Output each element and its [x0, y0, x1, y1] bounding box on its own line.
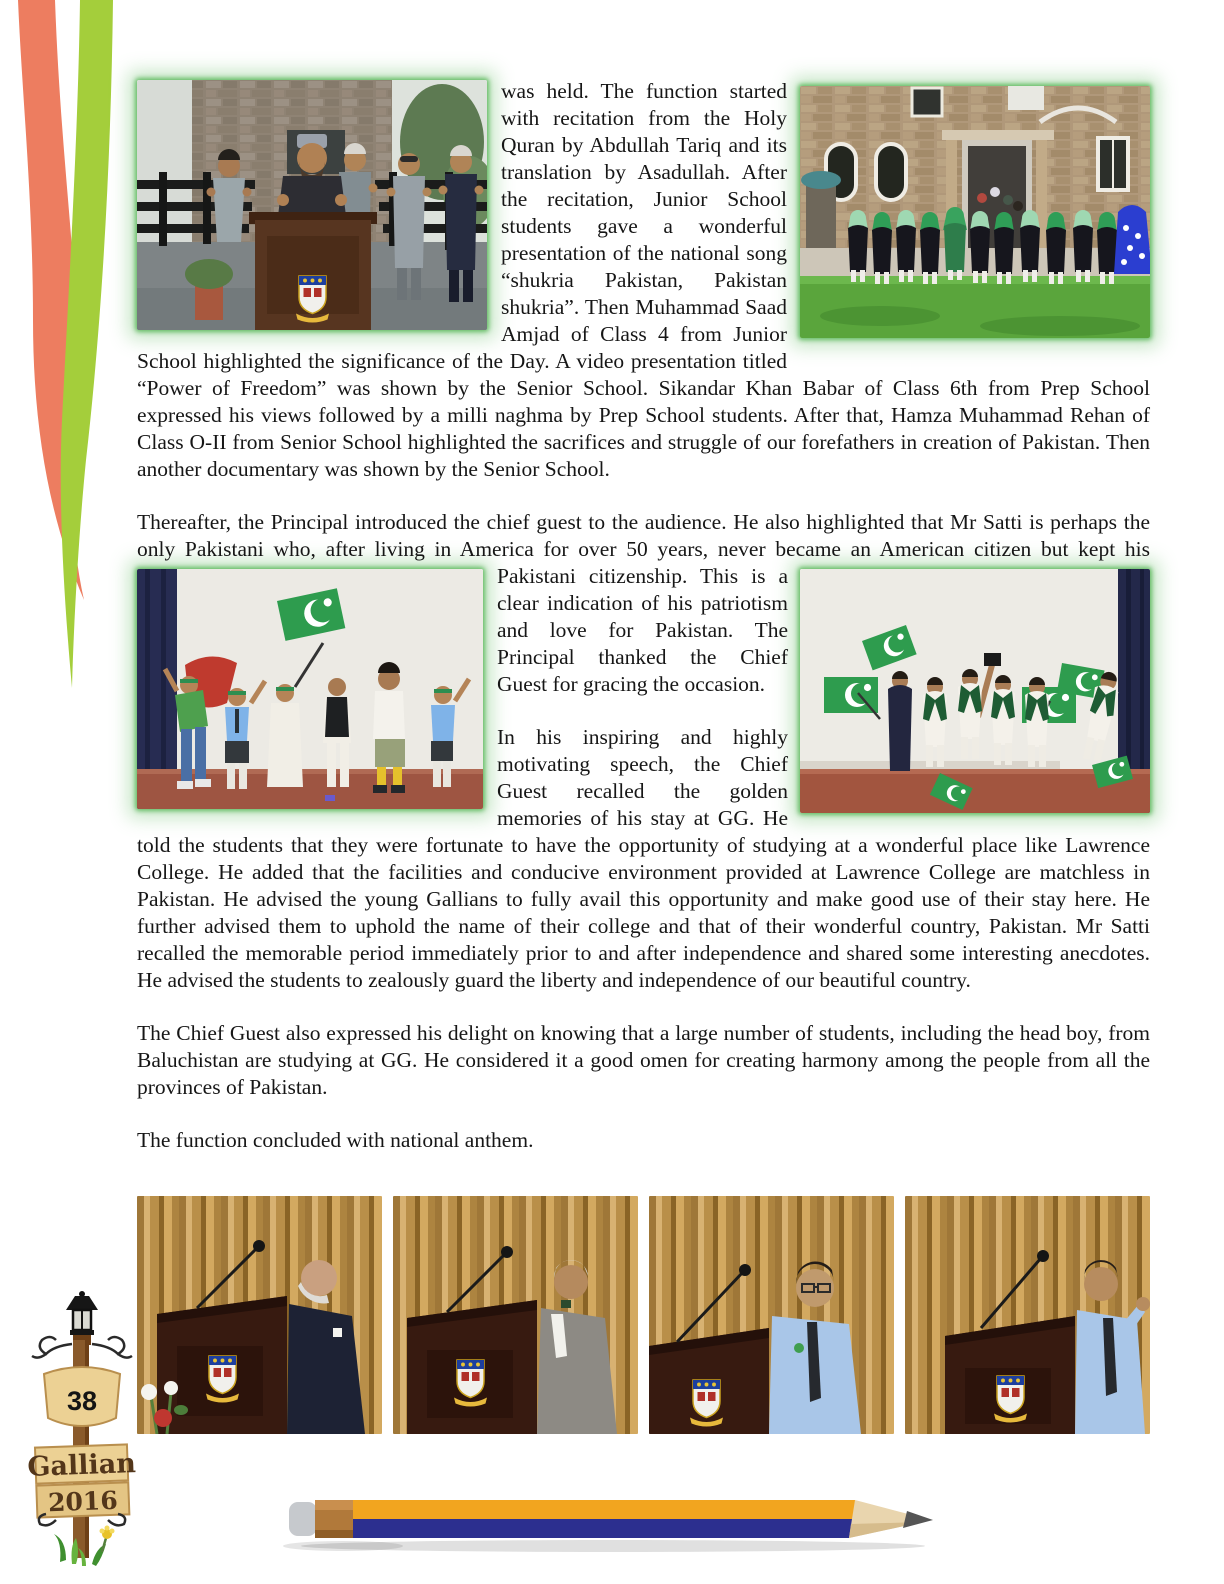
- paragraph-4-text: The Chief Guest also expressed his delight on knowing that a large number of students, including the head boy, from Baluchistan are studying at GG. He considered it a good omen for creating harmony among the people from all the provinces of Pakistan.: [137, 1021, 1150, 1099]
- photo-chief-guest-podium: [137, 1196, 382, 1434]
- photo-kids-illustration: [137, 569, 483, 809]
- article-content: [137, 78, 1150, 1434]
- page-number-sign: [44, 1367, 120, 1426]
- pencil-graphite: [903, 1511, 933, 1528]
- pencil-eraser: [289, 1502, 317, 1536]
- paragraph-3-text: In his inspiring and highly motivating speech, the Chief Guest recalled the golden memories of his stay at GG. He told the students that they were fortunate to have the opportunity of studying at a wonderful place like Lawrence College. He added that the facilities and conducive environment provided at Lawrence College are matchless in Pakistan. He advised the young Gallians to fully avail this opportunity and make good use of their stay here. He further advised them to uphold the name of their college and that of their wonderful country, Pakistan. Mr Satti recalled the memorable period immediately prior to and after independence and shared some interesting anecdotes. He advised the students to zealously guard the liberty and independence of our beautiful country.: [137, 725, 1150, 992]
- photo-student-glasses-podium: [649, 1196, 894, 1434]
- photo-boys-flags: [800, 569, 1150, 813]
- decorative-ribbons: [0, 0, 140, 700]
- page-badge-signpost: [26, 1290, 138, 1576]
- photo-kids-flags: [137, 569, 483, 809]
- photo-lineup-illustration: [800, 86, 1150, 338]
- bottom-photo-row: [137, 1180, 1150, 1434]
- lamp-icon: [66, 1291, 98, 1335]
- page-number: 38: [66, 1386, 98, 1416]
- photo-prayer-illustration: [137, 80, 487, 330]
- paragraph-2-start: Thereafter, the Principal introduced the chief guest to the audience. He also highlighted that Mr Satti is perhaps the only Pakistani who, after living in America for over 50 years, never became an American: [137, 510, 1150, 561]
- pencil-graphic: [283, 1492, 943, 1556]
- paragraph-4: [137, 1020, 1150, 1101]
- brand-sign: [27, 1444, 138, 1518]
- photo-student-gesturing-podium: [905, 1196, 1150, 1434]
- photo-prayer-podium: [137, 80, 487, 330]
- brand-year: 2016: [47, 1485, 119, 1518]
- photo-principal-illustration: [393, 1196, 638, 1434]
- paragraph-2-end: citizen but kept his Pakistani citizenship. This is a clear indication of his patriotism and love for Pakistan. The Principal thanked the Chief Guest for gracing the occasion.: [497, 537, 1150, 696]
- paragraph-1-text: was held. The function started with recitation from the Holy Quran by Abdullah Tariq and its translation by Asadullah. After the recitation, Junior School students gave a wonderful presentation of the national song “shukria Pakistan, Pakistan shukria”. Then Muhammad Saad Amjad of Class 4 from Junior School highlighted the significance of the Day. A video presentation titled “Power of Freedom” was shown by the Senior School. Sikandar Khan Babar of Class 6th from Prep School expressed his views followed by a milli naghma by Prep School students. After that, Hamza Muhammad Rehan of Class O-II from Senior School highlighted the sacrifices and struggle of our forefathers in creation of Pakistan. Then another documentary was shown by the Senior School.: [137, 79, 1150, 481]
- paragraph-2: [137, 509, 1150, 698]
- paragraph-5: [137, 1127, 1150, 1154]
- photo-student-gesturing-illustration: [905, 1196, 1150, 1434]
- photo-student-glasses-illustration: [649, 1196, 894, 1434]
- brand-name: Gallian: [26, 1448, 137, 1483]
- photo-principal-podium: [393, 1196, 638, 1434]
- pencil-body-bottom: [353, 1519, 855, 1538]
- green-ribbon: [61, 0, 113, 688]
- photo-students-lineup: [800, 86, 1150, 338]
- student-blue-shawl: [1114, 205, 1150, 274]
- paragraph-5-text: The function concluded with national anthem.: [137, 1128, 534, 1152]
- photo-chief-guest-illustration: [137, 1196, 382, 1434]
- pencil-body-top: [353, 1500, 855, 1519]
- photo-boys-illustration: [800, 569, 1150, 813]
